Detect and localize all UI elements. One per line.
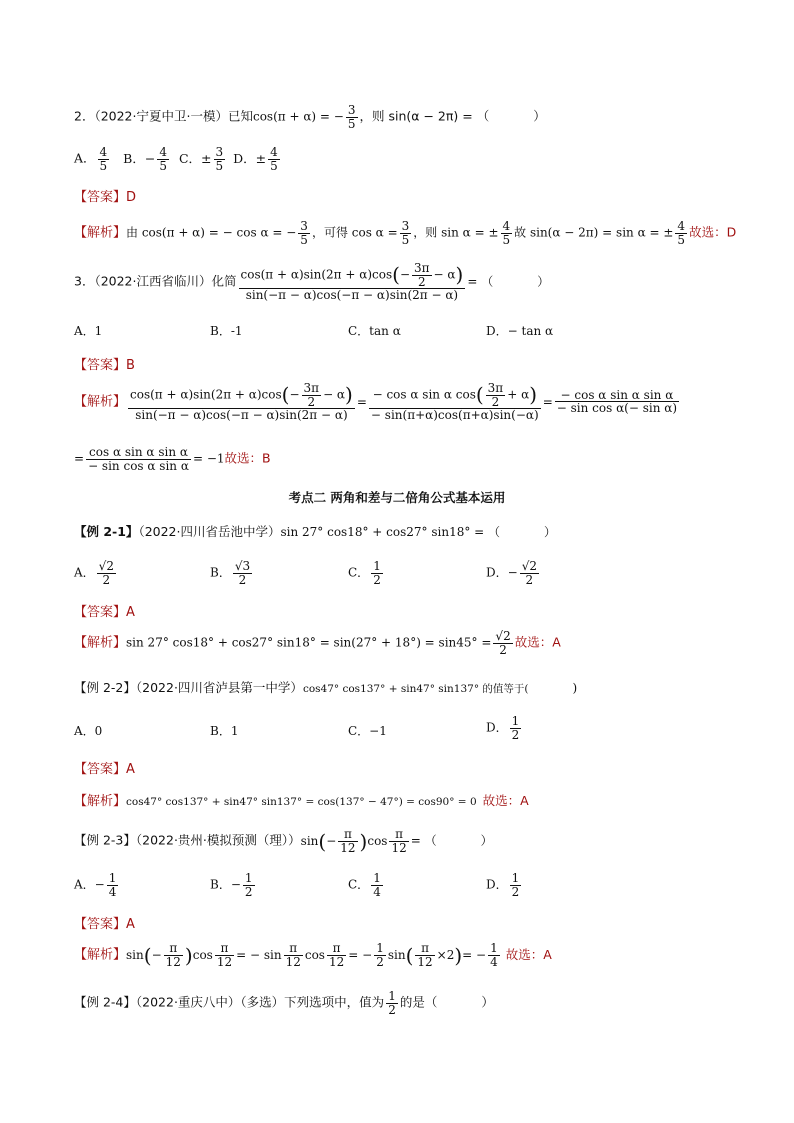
question-3-analysis-line1: 【解析】 cos(π + α)sin(2π + α)cos(− $\frac{3\pi}{2}$ − α) sin(−π − α)cos(−π − α)sin(2π − α) = − cos α sin α cos( $\frac{3\pi}{2}$ + α) − sin(π+α)cos(π+α)sin(−α) = $\frac{\text{− cos α sin α sin α}}{\text{− sin cos α(− sin α)}}$	[74, 381, 678, 423]
example-2-3-stem: 【例 2-3】（2022·贵州·模拟预测（理））sin(− $\frac{\pi}{12}$ )cos $\frac{\pi}{12}$ = （ ）	[74, 827, 493, 855]
example-2-2-analysis: 【解析】cos47° cos137° + sin47° sin137° = cos(137° − 47°) = cos90° = 0 故选：A	[74, 793, 529, 809]
section-heading: 考点二 两角和差与二倍角公式基本运用	[288, 490, 506, 505]
question-3-fraction: cos(π + α)sin(2π + α)cos(− $\frac{3\pi}{2}$ − α) sin(−π − α)cos(−π − α)sin(2π − α)	[240, 261, 464, 303]
question-2-stem: 2．（2022·宁夏中卫·一模）已知cos(π + α) = − $\frac{3}{5}$ ，则 sin(α − 2π) = （ ）	[74, 103, 546, 131]
example-2-1-analysis: 【解析】sin 27° cos18° + cos27° sin18° = sin(27° + 18°) = sin45° = $\frac{√2}{2}$ 故选：A	[74, 629, 561, 657]
example-2-3-answer: 【答案】A	[74, 917, 135, 932]
question-3-answer: 【答案】B	[74, 358, 135, 373]
question-3-analysis-line2: = $\frac{\text{cos α sin α sin α}}{\text{− sin cos α sin α}}$ = −1故选：B	[74, 445, 271, 473]
document-page: 2．（2022·宁夏中卫·一模）已知cos(π + α) = − $\frac{3}{5}$ ，则 sin(α − 2π) = （ ） A． $\frac{4}{5}$ B．− $\frac{4}{5}$ C．± $\frac{3}{5}$ D．± $\frac{4}{5}$ 【答案】D 【解析】由 cos(π + α) = − cos α = − $\frac{3}{5}$ ，可得 cos α = $\frac{3}{5}$ ，则 sin α = ± $\frac{4}{5}$ 故 sin(α − 2π) = sin α = ± $\frac{4}{5}$ 故选：D 3．（2022·江西省临川）化简 cos(π + α)sin(2π + α)cos(− $\frac{3\pi}{2}$ − α) sin(−π − α)cos(−π − α)sin(2π − α) = （ ） A．1 B．-1 C．tan α D．− tan α 【答案】B 【解析】 cos(π + α)sin(2π + α)cos(− $\frac{3\pi}{2}$ − α) sin(−π − α)cos(−π − α)sin(2π − α) = − cos α sin α cos( $\frac{3\pi}{2}$ + α) − sin(π+α)cos(π+α)sin(−α) = $\frac{\text{− cos α sin α sin α}}{\text{− sin cos α(− sin α)}}$ = $\frac{\text{cos α sin α sin α}}{\text{− sin cos α sin α}}$ = −1故选：B 考点二 两角和差与二倍角公式基本运用 【例 2-1】（2022·四川省岳池中学）sin 27° cos18° + cos27° sin18° = （ ） A． $\frac{√2}{2}$ B． $\frac{√3}{2}$ C． $\frac{1}{2}$ D．− $\frac{√2}{2}$ 【答案】A 【解析】sin 27° cos18° + cos27° sin18° = sin(27° + 18°) = sin45° = $\frac{√2}{2}$ 故选：A 【例 2-2】（2022·四川省泸县第一中学）cos47° cos137° + sin47° sin137° 的值等于( ) A．0 B．1 C．−1 D． $\frac{1}{2}$ 【答案】A 【解析】cos47° cos137° + sin47° sin137° = cos(137° − 47°) = cos90° = 0 故选：A 【例 2-3】（2022·贵州·模拟预测（理））sin(− $\frac{\pi}{12}$ )cos $\frac{\pi}{12}$ = （ ） A．− $\frac{1}{4}$ B．− $\frac{1}{2}$ C． $\frac{1}{4}$ D． $\frac{1}{2}$ 【答案】A 【解析】sin(− $\frac{\pi}{12}$ )cos $\frac{\pi}{12}$ = − sin $\frac{\pi}{12}$ cos $\frac{\pi}{12}$ = − $\frac{1}{2}$ sin( $\frac{\pi}{12}$ ×2)= − $\frac{1}{4}$ 故选：A 【例 2-4】（2022·重庆八中）（多选）下列选项中，值为 $\frac{1}{2}$ 的是（ ）	[0, 0, 794, 1123]
question-2-answer: 【答案】D	[74, 190, 137, 205]
question-2-analysis: 【解析】由 cos(π + α) = − cos α = − $\frac{3}{5}$ ，可得 cos α = $\frac{3}{5}$ ，则 sin α = ± $\frac{4}{5}$ 故 sin(α − 2π) = sin α = ± $\frac{4}{5}$ 故选：D	[74, 219, 737, 247]
question-3-stem: 3．（2022·江西省临川）化简 cos(π + α)sin(2π + α)cos(− $\frac{3\pi}{2}$ − α) sin(−π − α)cos(−π − α)sin(2π − α) = （ ）	[74, 261, 550, 303]
example-2-2-stem: 【例 2-2】（2022·四川省泸县第一中学）cos47° cos137° + sin47° sin137° 的值等于( )	[74, 680, 578, 695]
question-2-expression: cos(π + α) = −	[252, 109, 344, 124]
fraction: $\frac{3}{5}$	[347, 103, 356, 131]
example-2-4-stem: 【例 2-4】（2022·重庆八中）（多选）下列选项中，值为 $\frac{1}{2}$ 的是（ ）	[74, 989, 494, 1017]
example-2-3-analysis: 【解析】sin(− $\frac{\pi}{12}$ )cos $\frac{\pi}{12}$ = − sin $\frac{\pi}{12}$ cos $\frac{\pi}{12}$ = − $\frac{1}{2}$ sin( $\frac{\pi}{12}$ ×2)= − $\frac{1}{4}$ 故选：A	[74, 941, 552, 969]
example-2-1-answer: 【答案】A	[74, 605, 135, 620]
example-2-1-stem: 【例 2-1】（2022·四川省岳池中学）sin 27° cos18° + cos27° sin18° = （ ）	[74, 524, 557, 539]
question-2-source: 2．（2022·宁夏中卫·一模）已知	[74, 108, 253, 124]
question-2-options: A． $\frac{4}{5}$ B．− $\frac{4}{5}$ C．± $\frac{3}{5}$ D．± $\frac{4}{5}$	[74, 145, 278, 173]
example-2-2-answer: 【答案】A	[74, 762, 135, 777]
